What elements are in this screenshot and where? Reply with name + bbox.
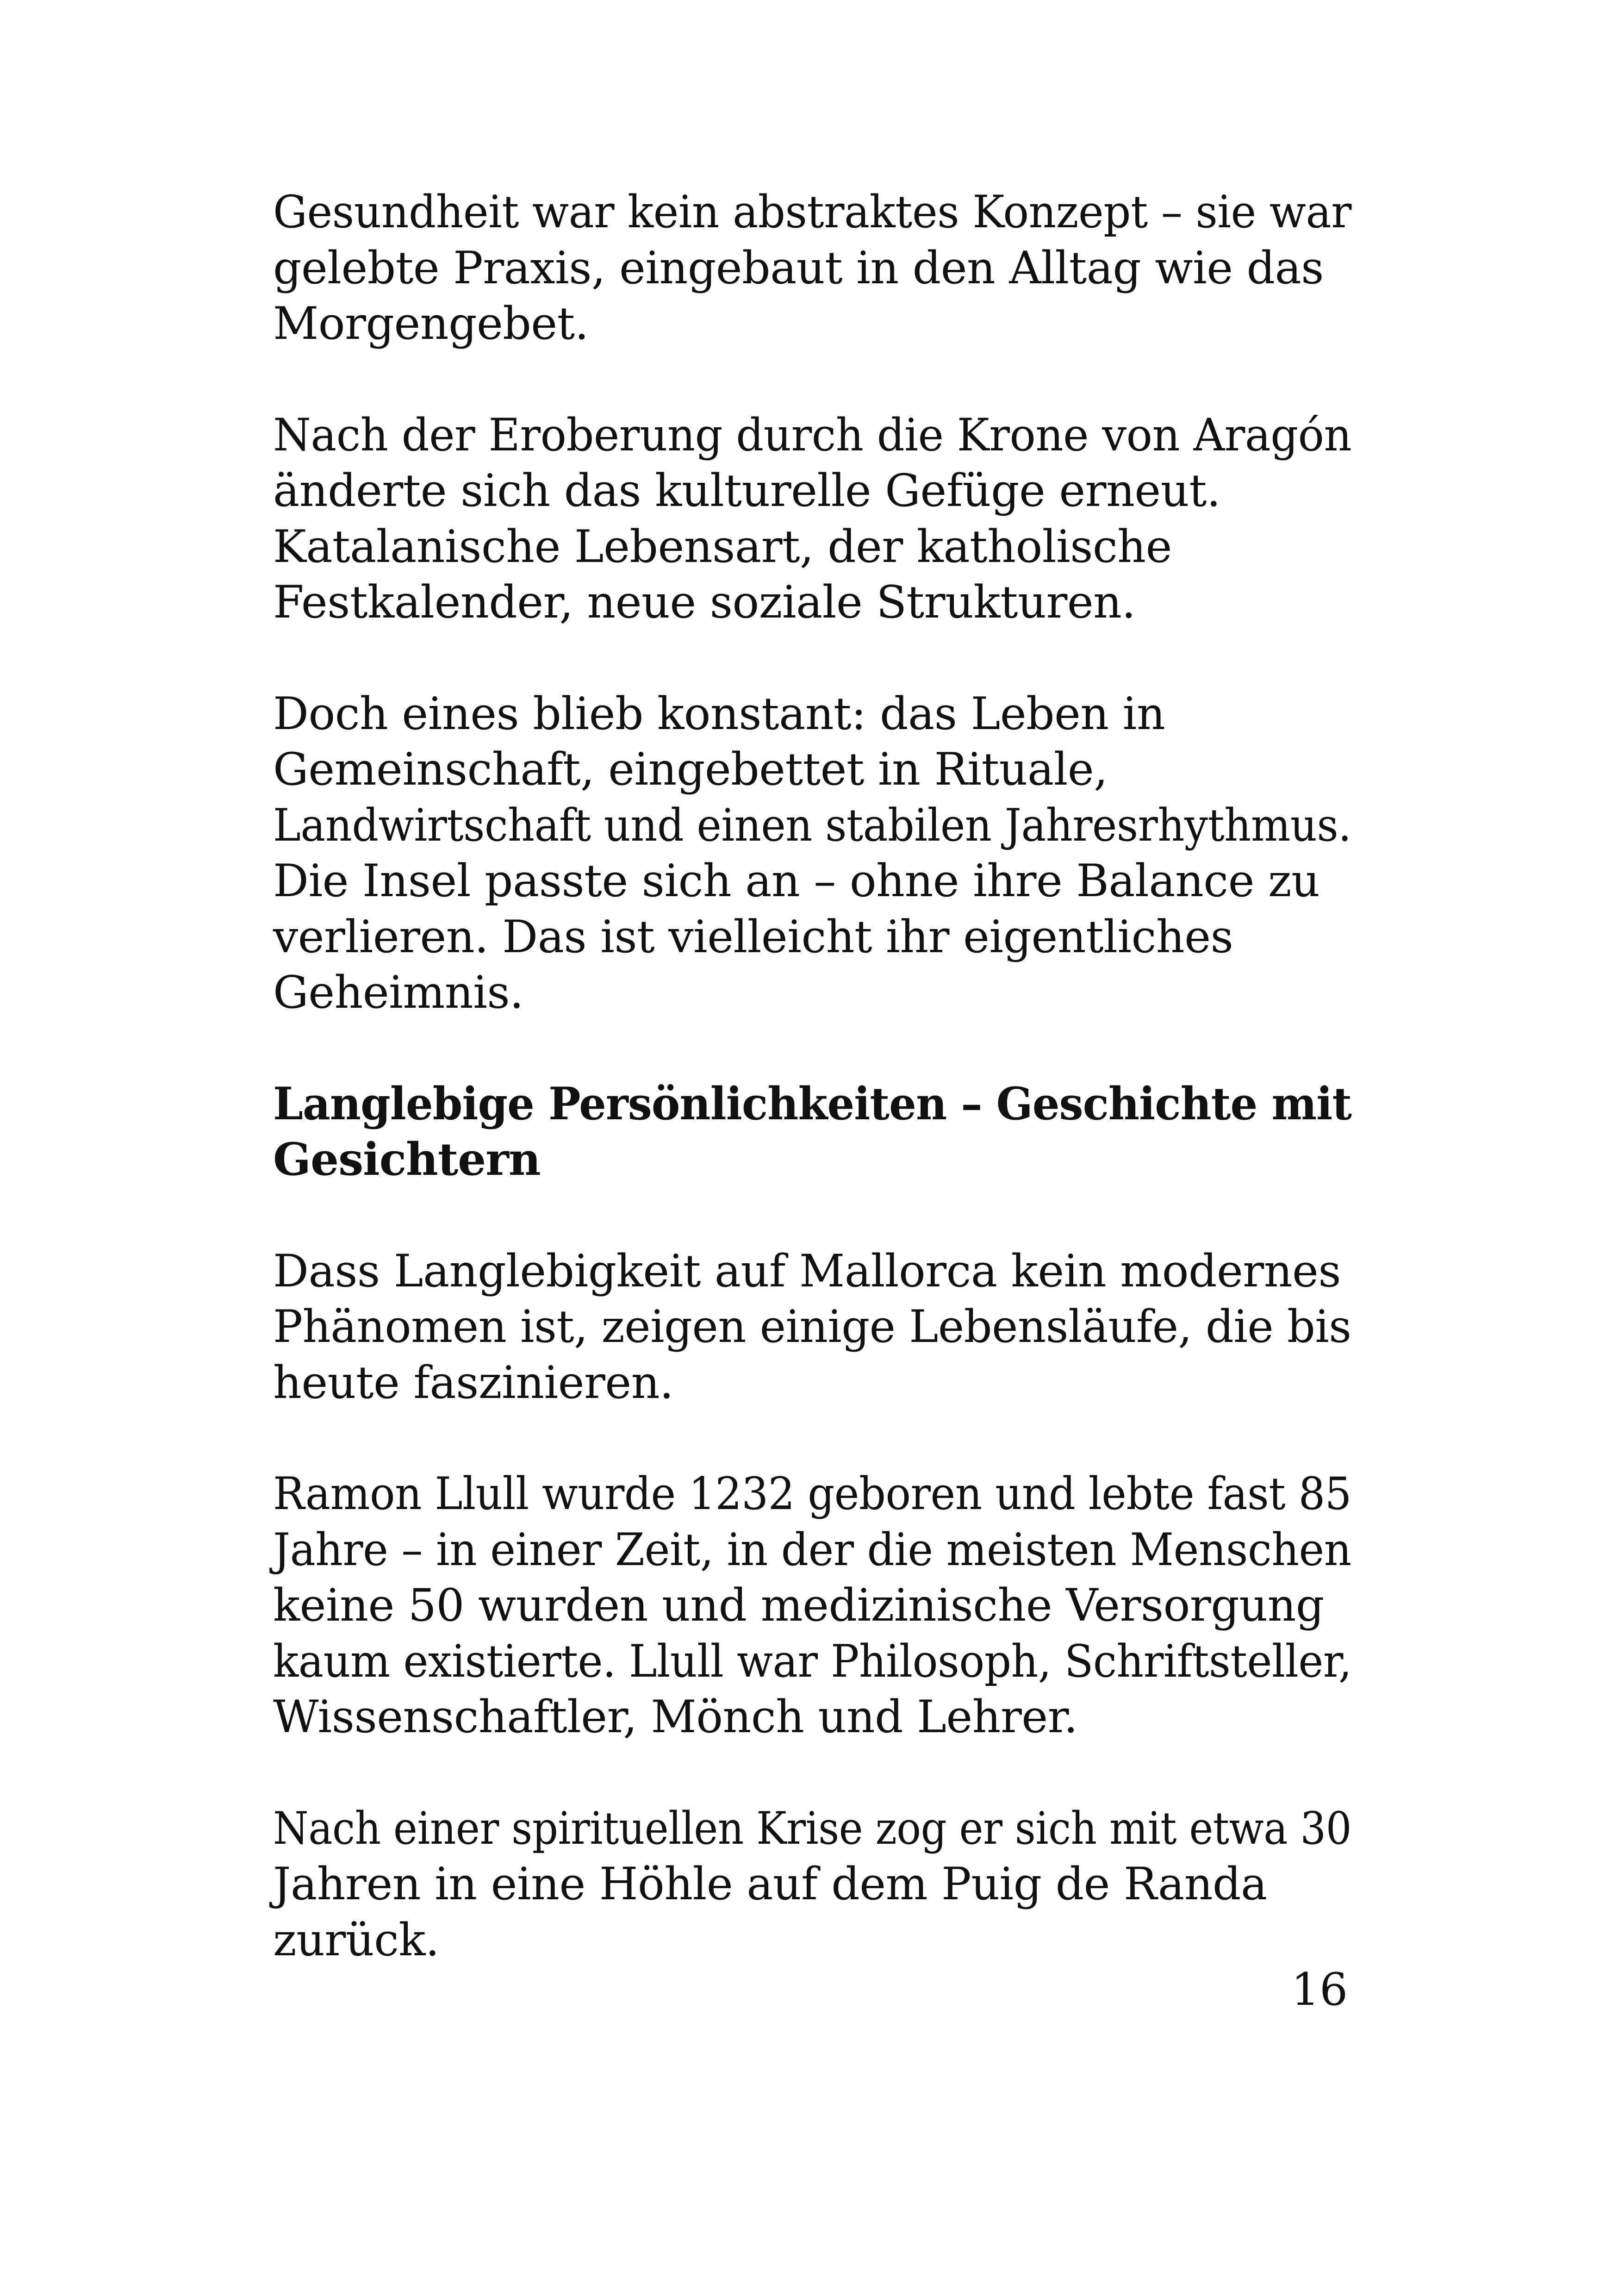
paragraph-aragon-conquest: [273, 407, 1351, 630]
text-line: änderte sich das kulturelle Gefüge erneut.: [273, 465, 1221, 517]
text-line: Doch eines blieb konstant: das Leben in: [273, 687, 1165, 740]
paragraph-health-practice: [273, 184, 1351, 352]
page-body: [273, 184, 1351, 2023]
text-line: heute faszinieren.: [273, 1356, 674, 1409]
text-line: Festkalender, neue soziale Strukturen.: [273, 576, 1136, 628]
paragraph-community-constant: [273, 686, 1351, 1021]
text-line: verlieren. Das ist vielleicht ihr eigentliches: [273, 911, 1233, 963]
text-line: Katalanische Lebensart, der katholische: [273, 520, 1172, 573]
text-line: Dass Langlebigkeit auf Mallorca kein modernes: [273, 1245, 1341, 1297]
paragraph-spiritual-crisis: [273, 1801, 1351, 1968]
page-number: 16: [1291, 1964, 1348, 2015]
text-line: Geheimnis.: [273, 967, 524, 1018]
text-line: zurück.: [273, 1914, 440, 1966]
text-line: keine 50 wurden und medizinische Versorgung: [273, 1579, 1324, 1631]
paragraph-longevity-intro: [273, 1243, 1351, 1411]
section-heading: [273, 1076, 1351, 1188]
text-line: Morgengebet.: [273, 298, 589, 349]
text-line: Phänomen ist, zeigen einige Lebensläufe, die bis: [273, 1301, 1351, 1353]
text-line: Die Insel passte sich an – ohne ihre Balance zu: [273, 855, 1320, 907]
text-line: Jahre – in einer Zeit, in der die meisten Menschen: [273, 1523, 1351, 1576]
text-line: Nach einer spirituellen Krise zog er sich mit etwa 30: [273, 1802, 1352, 1854]
text-line: Ramon Llull wurde 1232 geboren und lebte fast 85: [273, 1468, 1352, 1520]
text-line: kaum existierte. Llull war Philosoph, Schriftsteller,: [273, 1635, 1352, 1687]
text-line: gelebte Praxis, eingebaut in den Alltag wie das: [273, 242, 1324, 294]
text-line: Gesundheit war kein abstraktes Konzept – sie war: [273, 186, 1351, 238]
text-line: Landwirtschaft und einen stabilen Jahresrhythmus.: [273, 799, 1351, 851]
heading-line: Gesichtern: [273, 1133, 541, 1185]
text-line: Gemeinschaft, eingebettet in Rituale,: [273, 743, 1108, 795]
paragraph-ramon-llull: [273, 1466, 1351, 1745]
text-line: Wissenschaftler, Mönch und Lehrer.: [273, 1691, 1078, 1743]
text-line: Nach der Eroberung durch die Krone von Aragón: [273, 409, 1352, 461]
text-line: Jahren in eine Höhle auf dem Puig de Randa: [273, 1858, 1267, 1910]
heading-line: Langlebige Persönlichkeiten – Geschichte mit: [273, 1077, 1352, 1130]
